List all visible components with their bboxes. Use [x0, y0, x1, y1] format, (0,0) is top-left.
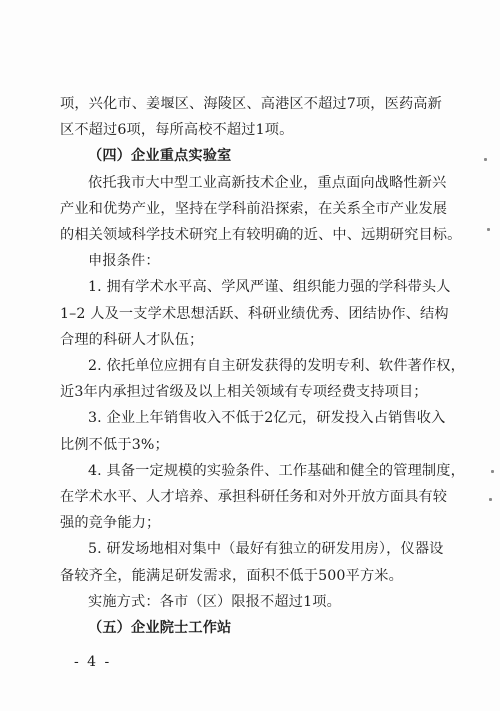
condition-item-4: 4. 具备一定规模的实验条件、工作基础和健全的管理制度， [88, 462, 465, 479]
scan-speck [487, 228, 490, 231]
section-heading-academician-station: （五）企业院士工作站 [88, 620, 232, 636]
paragraph-line: 依托我市大中型工业高新技术企业，重点面向战略性新兴 [88, 174, 447, 191]
condition-item-3: 3. 企业上年销售收入不低于2亿元，研发投入占销售收入 [88, 410, 446, 427]
scan-speck [484, 158, 487, 161]
paragraph-line: 比例不低于3%； [60, 436, 169, 453]
paragraph-line: 区不超过6项，每所高校不超过1项。 [60, 122, 294, 139]
section-heading-key-laboratory: （四）企业重点实验室 [88, 148, 232, 165]
scan-speck [491, 470, 494, 473]
implementation-method: 实施方式：各市（区）限报不超过1项。 [88, 593, 341, 610]
scan-speck [489, 498, 492, 501]
condition-item-1: 1. 拥有学术水平高、学风严谨、组织能力强的学科带头人 [88, 279, 451, 296]
paragraph-line: 产业和优势产业，坚持在学科前沿探索，在关系全市产业发展 [60, 200, 448, 217]
paragraph-line: 合理的科研人才队伍； [60, 331, 204, 348]
application-conditions-label: 申报条件： [88, 253, 160, 270]
paragraph-line: 1–2 人及一支学术思想活跃、科研业绩优秀、团结协作、结构 [60, 305, 449, 322]
paragraph-line: 的相关领域科学技术研究上有较明确的近、中、远期研究目标。 [60, 227, 462, 243]
condition-item-2: 2. 依托单位应拥有自主研发获得的发明专利、软件著作权， [88, 358, 465, 374]
paragraph-line: 项，兴化市、姜堰区、海陵区、高港区不超过7项，医药高新 [60, 96, 442, 112]
condition-item-5: 5. 研发场地相对集中（最好有独立的研发用房），仪器设 [88, 541, 444, 558]
page-number: - 4 - [74, 654, 112, 671]
paragraph-line: 近3年内承担过省级及以上相关领域有专项经费支持项目； [60, 384, 428, 401]
paragraph-line: 强的竞争能力； [60, 515, 161, 532]
paragraph-line: 在学术水平、人才培养、承担科研任务和对外开放方面具有较 [60, 489, 448, 505]
paragraph-line: 备较齐全，能满足研发需求，面积不低于500平方米。 [60, 567, 403, 584]
